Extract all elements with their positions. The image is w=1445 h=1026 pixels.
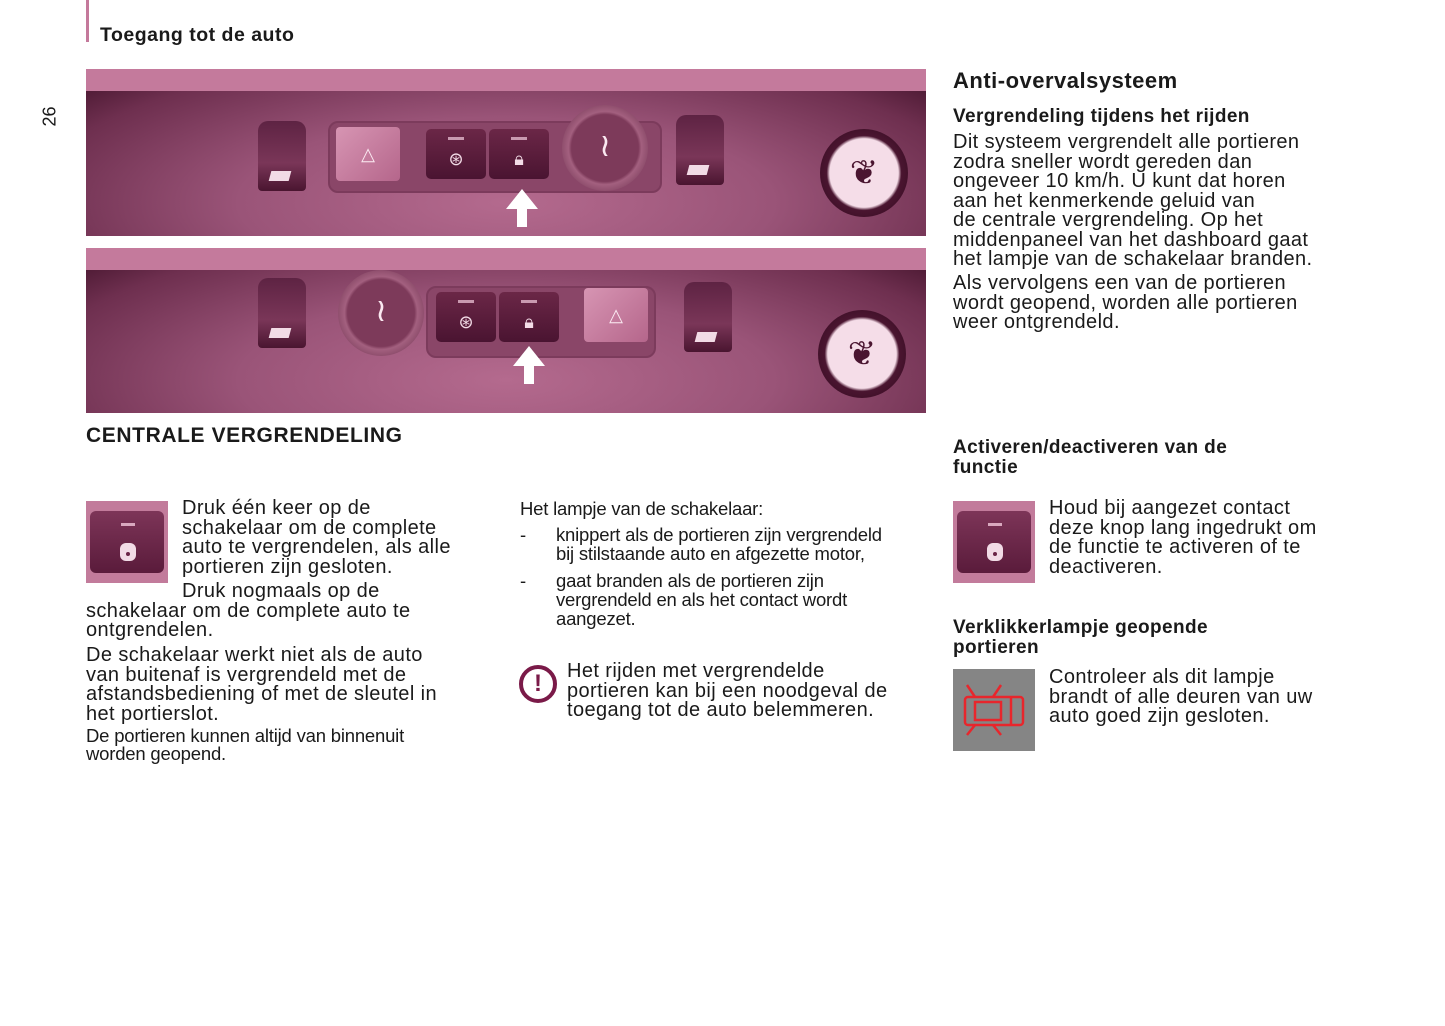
activate-heading: Activeren/deactiveren van de functie [953, 437, 1228, 478]
bullet: - [520, 570, 526, 591]
dashboard-photo-lhd [86, 69, 926, 236]
bullet: - [520, 524, 526, 545]
central-locking-heading: CENTRALE VERGRENDELING [86, 424, 403, 447]
not-working-text: De schakelaar werkt niet als de auto van buitenaf is vergrendeld met de afstandsbediening of met de sleutel in het portierslot. [86, 644, 437, 725]
anti-theft-subtitle: Vergrendeling tijdens het rijden [953, 106, 1250, 127]
child-lock-button-icon: ⊛ [436, 292, 496, 342]
arrow-up-icon [513, 346, 545, 366]
lamp-intro: Het lampje van de schakelaar: [520, 498, 764, 519]
door-open-warning-icon [953, 669, 1035, 751]
warning-text: Het rijden met vergrendelde portieren kan bij een noodgeval de toegang tot de auto belemmeren. [567, 660, 888, 721]
anti-theft-heading: Anti-overvalsysteem [953, 68, 1178, 93]
activate-text: Houd bij aangezet contact deze knop lang ingedrukt om de functie te activeren of te deactiveren. [1049, 497, 1317, 578]
press-once-text: Druk één keer op de schakelaar om de complete auto te vergrendelen, als alle portieren zijn gesloten. [182, 497, 451, 578]
hazard-button-icon: △ [584, 288, 648, 342]
lamp-item-blink: knippert als de portieren zijn vergrendeld bij stilstaande auto en afgezette motor, [556, 524, 882, 564]
header-accent-bar [86, 0, 89, 42]
door-warning-text: Controleer als dit lampje brandt of alle deuren van uw auto goed zijn gesloten. [1049, 666, 1313, 727]
child-lock-button-icon: ⊛ [426, 129, 486, 179]
page-number: 26 [39, 106, 60, 127]
lock-button-icon [953, 501, 1035, 583]
door-warning-heading: Verklikkerlampje geopende portieren [953, 617, 1209, 658]
warning-icon: ! [519, 665, 557, 703]
inside-open-text: De portieren kunnen altijd van binnenuit worden geopend. [86, 725, 405, 764]
arrow-up-icon [506, 189, 538, 209]
anti-theft-para2: Als vervolgens een van de portieren wordt geopend, worden alle portieren weer ontgrendeld. [953, 272, 1298, 333]
cigar-lighter-icon: ≀ [562, 105, 648, 191]
anti-theft-para1: Dit systeem vergrendelt alle portieren zodra sneller wordt gereden dan ongeveer 10 km/h. U kunt dat horen aan het kenmerkende geluid van de centrale vergrendeling. Op het middenpaneel van het dashboard gaat het lampje van de schakelaar branden. [953, 131, 1313, 270]
lamp-item-on: gaat branden als de portieren zijn vergrendeld en als het contact wordt aangezet. [556, 570, 848, 629]
window-switch-icon [684, 282, 732, 352]
section-title: Toegang tot de auto [100, 24, 295, 46]
brand-emblem-icon: ❦ [820, 129, 908, 217]
window-switch-icon [676, 115, 724, 185]
dashboard-photo-rhd [86, 248, 926, 413]
central-lock-button-icon: 🔒︎ [489, 129, 549, 179]
central-lock-button-icon: 🔒︎ [499, 292, 559, 342]
window-switch-icon [258, 278, 306, 348]
lock-button-icon [86, 501, 168, 583]
window-switch-icon [258, 121, 306, 191]
brand-emblem-icon: ❦ [818, 310, 906, 398]
hazard-button-icon: △ [336, 127, 400, 181]
cigar-lighter-icon: ≀ [338, 270, 424, 356]
press-again-text: Druk nogmaals op de schakelaar om de complete auto te ontgrendelen. [86, 580, 411, 641]
